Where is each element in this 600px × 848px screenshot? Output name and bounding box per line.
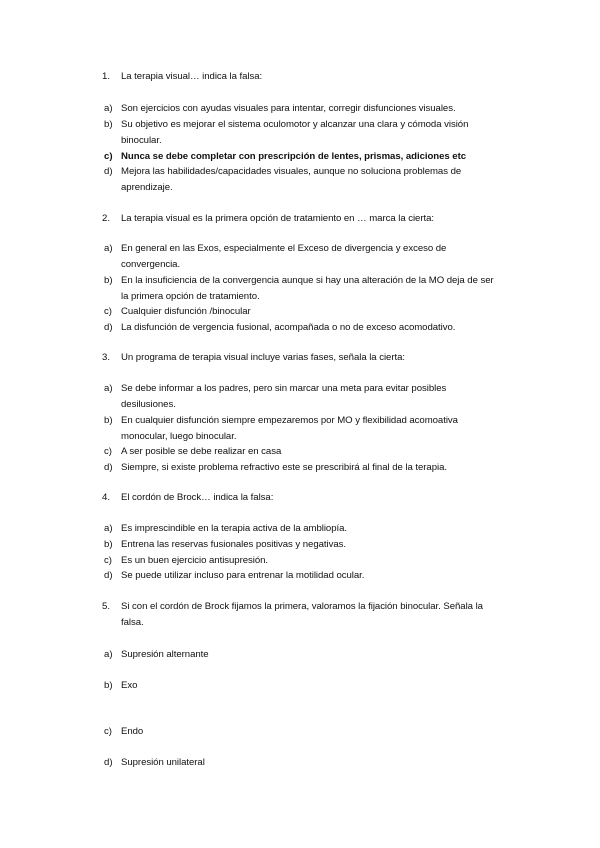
option-label: a) [104, 523, 113, 534]
option-text: Nunca se debe completar con prescripción de lentes, prismas, adiciones etc [121, 151, 466, 162]
option-text: aprendizaje. [121, 182, 173, 193]
option-label: d) [104, 462, 113, 473]
question-number: 5. [102, 601, 111, 612]
option-text: Exo [121, 680, 138, 691]
question-number: 2. [102, 213, 111, 224]
option-label: b) [104, 415, 113, 426]
option-text: convergencia. [121, 259, 181, 270]
option-text: Cualquier disfunción /binocular [121, 306, 251, 317]
option-label: d) [104, 757, 113, 768]
option-label: a) [104, 103, 113, 114]
option-label: c) [104, 726, 112, 737]
question-number: 4. [102, 492, 111, 503]
option-text: monocular, luego binocular. [121, 431, 237, 442]
option-text: Endo [121, 726, 144, 737]
option-text: A ser posible se debe realizar en casa [121, 446, 282, 457]
option-text: En la insuficiencia de la convergencia aunque si hay una alteración de la MO deja de ser [121, 275, 494, 286]
option-text: Mejora las habilidades/capacidades visuales, aunque no soluciona problemas de [121, 166, 462, 177]
option-label: c) [104, 151, 113, 162]
option-label: c) [104, 306, 112, 317]
question-text: La terapia visual… indica la falsa: [121, 71, 263, 82]
option-text: binocular. [121, 135, 162, 146]
option-label: a) [104, 649, 113, 660]
option-text: Su objetivo es mejorar el sistema oculomotor y alcanzar una clara y cómoda visión [121, 119, 469, 130]
question-text: La terapia visual es la primera opción de tratamiento en … marca la cierta: [121, 213, 434, 224]
option-text: Son ejercicios con ayudas visuales para intentar, corregir disfunciones visuales. [121, 103, 456, 114]
option-text: Supresión unilateral [121, 757, 205, 768]
option-label: d) [104, 570, 113, 581]
question-text: Un programa de terapia visual incluye varias fases, señala la cierta: [121, 352, 405, 363]
option-text: Entrena las reservas fusionales positivas y negativas. [121, 539, 347, 550]
option-label: b) [104, 119, 113, 130]
option-text: En cualquier disfunción siempre empezaremos por MO y flexibilidad acomoativa [121, 415, 458, 426]
option-text: Es imprescindible en la terapia activa de la ambliopía. [121, 523, 348, 534]
option-text: En general en las Exos, especialmente el Exceso de divergencia y exceso de [121, 243, 447, 254]
option-label: a) [104, 383, 113, 394]
option-text: Siempre, si existe problema refractivo este se prescribirá al final de la terapia. [121, 462, 447, 473]
question-number: 3. [102, 352, 111, 363]
option-label: b) [104, 275, 113, 286]
option-label: c) [104, 446, 112, 457]
option-label: b) [104, 539, 113, 550]
option-text: desilusiones. [121, 399, 176, 410]
question-number: 1. [102, 71, 111, 82]
question-text: falsa. [121, 617, 144, 628]
option-text: Es un buen ejercicio antisupresión. [121, 555, 269, 566]
option-text: la primera opción de tratamiento. [121, 291, 260, 302]
option-text: Se puede utilizar incluso para entrenar la motilidad ocular. [121, 570, 365, 581]
option-label: d) [104, 166, 113, 177]
option-label: b) [104, 680, 113, 691]
option-label: c) [104, 555, 112, 566]
question-text: Si con el cordón de Brock fijamos la primera, valoramos la fijación binocular. Señala la [121, 601, 483, 612]
question-text: El cordón de Brock… indica la falsa: [121, 492, 274, 503]
option-label: d) [104, 322, 113, 333]
option-text: La disfunción de vergencia fusional, acompañada o no de exceso acomodativo. [121, 322, 456, 333]
option-text: Se debe informar a los padres, pero sin marcar una meta para evitar posibles [121, 383, 447, 394]
option-label: a) [104, 243, 113, 254]
option-text: Supresión alternante [121, 649, 209, 660]
